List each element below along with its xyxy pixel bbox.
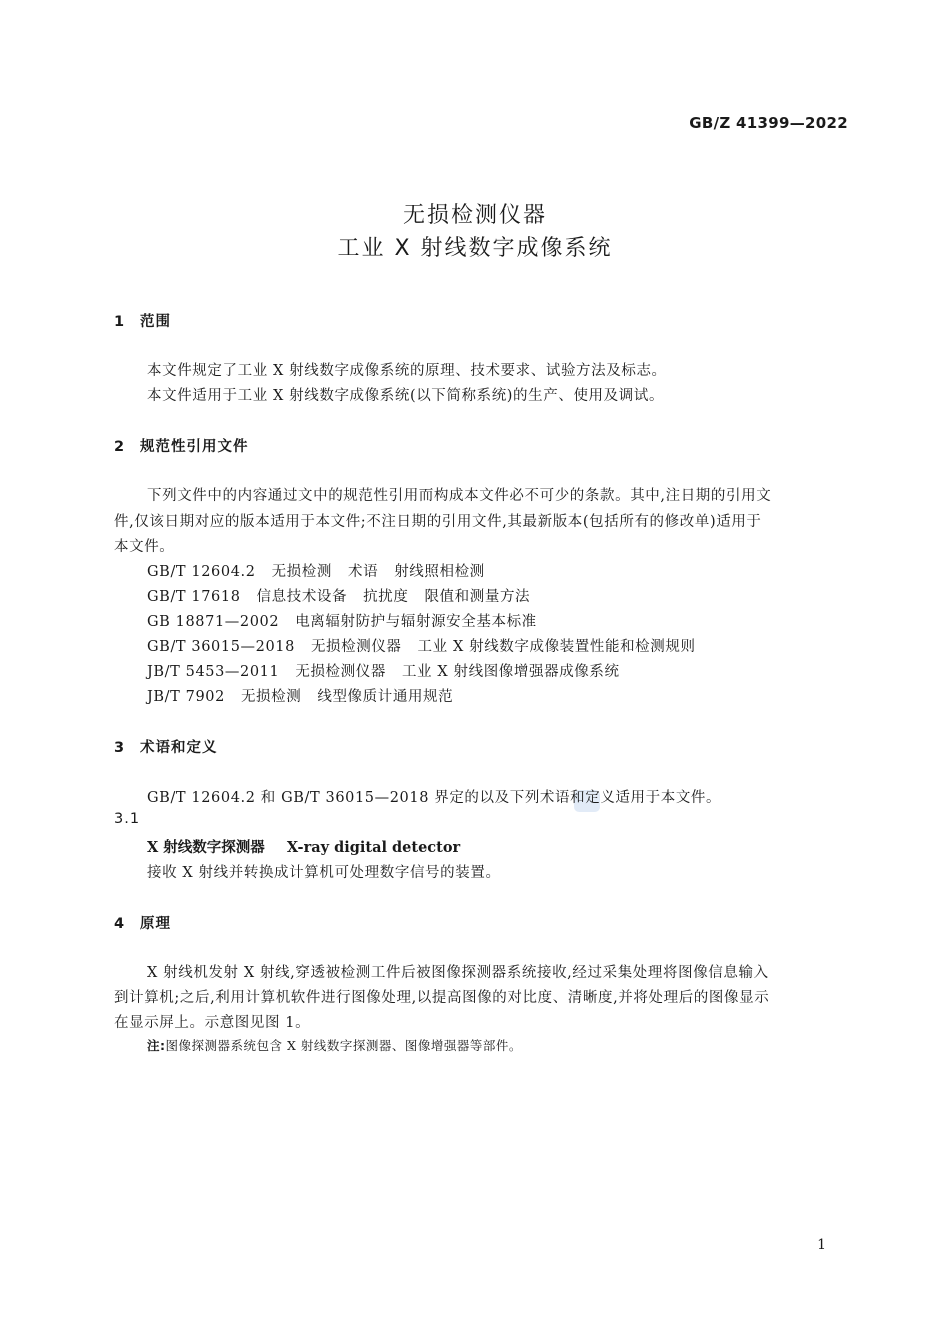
- references-intro-line: 下列文件中的内容通过文中的规范性引用而构成本文件必不可少的条款。其中,注日期的引用文: [147, 488, 772, 504]
- reference-title-part: 抗扰度: [363, 589, 409, 605]
- section-number: 3: [114, 740, 126, 756]
- section-3-heading: [114, 736, 218, 757]
- reference-title-part: 无损检测仪器: [310, 639, 402, 655]
- principle-line: 到计算机;之后,利用计算机软件进行图像处理,以提高图像的对比度、清晰度,并将处理后的图像显示: [114, 990, 770, 1006]
- term-name-cn: X 射线数字探测器: [147, 839, 265, 856]
- reference-title-part: 电离辐射防护与辐射源安全基本标准: [295, 614, 537, 630]
- scope-paragraph: 本文件适用于工业 X 射线数字成像系统(以下简称系统)的生产、使用及调试。: [147, 388, 665, 404]
- reference-item: [147, 585, 530, 606]
- reference-code: GB/T 17618: [147, 589, 241, 605]
- term-definition: 接收 X 射线并转换成计算机可处理数字信号的装置。: [147, 865, 501, 881]
- section-4-heading: [114, 912, 171, 933]
- reference-item: [147, 660, 620, 681]
- reference-code: JB/T 5453—2011: [147, 664, 280, 680]
- reference-title-part: 无损检测: [271, 564, 332, 580]
- reference-code: GB/T 12604.2: [147, 564, 256, 580]
- document-title-line1: 无损检测仪器: [402, 203, 547, 228]
- section-number: 1: [114, 314, 126, 330]
- reference-title-part: 限值和测量方法: [424, 589, 531, 605]
- principle-line: 在显示屏上。示意图见图 1。: [114, 1015, 311, 1031]
- section-title: 规范性引用文件: [140, 439, 249, 455]
- note-text: 图像探测器系统包含 X 射线数字探测器、图像增强器等部件。: [165, 1038, 522, 1053]
- references-intro-line: 本文件。: [114, 539, 175, 555]
- reference-title-part: 信息技术设备: [256, 589, 348, 605]
- term-name: [147, 836, 460, 857]
- section-title: 术语和定义: [140, 740, 218, 756]
- reference-item: [147, 610, 537, 631]
- section-2-heading: [114, 435, 249, 456]
- reference-code: GB/T 36015—2018: [147, 639, 295, 655]
- reference-title-part: 工业 X 射线图像增强器成像系统: [401, 664, 620, 680]
- reference-title-part: 射线照相检测: [394, 564, 485, 580]
- reference-title-part: 无损检测仪器: [295, 664, 386, 680]
- reference-code: GB 18871—2002: [147, 614, 280, 630]
- reference-title-part: 术语: [347, 564, 379, 580]
- section-title: 范围: [140, 314, 171, 330]
- reference-item: [147, 685, 453, 706]
- section-1-heading: [114, 310, 171, 331]
- term-number: 3.1: [114, 811, 141, 827]
- section-number: 4: [114, 916, 126, 932]
- references-intro-line: 件,仅该日期对应的版本适用于本文件;不注日期的引用文件,其最新版本(包括所有的修改单)适用于: [114, 514, 762, 530]
- reference-item: [147, 560, 485, 581]
- reference-title-part: 工业 X 射线数字成像装置性能和检测规则: [417, 639, 696, 655]
- term-name-en: X-ray digital detector: [286, 839, 461, 856]
- section-number: 2: [114, 439, 126, 455]
- reference-title-part: 无损检测: [240, 689, 302, 705]
- standard-code: GB/Z 41399—2022: [689, 114, 848, 132]
- section-title: 原理: [140, 916, 171, 932]
- principle-line: X 射线机发射 X 射线,穿透被检测工件后被图像探测器系统接收,经过采集处理将图像信息输入: [147, 965, 769, 981]
- terms-intro: GB/T 12604.2 和 GB/T 36015—2018 界定的以及下列术语和定义适用于本文件。: [147, 790, 722, 806]
- document-title-line2: 工业 X 射线数字成像系统: [337, 236, 613, 261]
- reference-item: [147, 635, 696, 656]
- scope-paragraph: 本文件规定了工业 X 射线数字成像系统的原理、技术要求、试验方法及标志。: [147, 363, 667, 379]
- note: [147, 1036, 522, 1054]
- reference-code: JB/T 7902: [147, 689, 225, 705]
- reference-title-part: 线型像质计通用规范: [317, 689, 454, 705]
- note-label: 注:: [147, 1038, 166, 1053]
- page-number: 1: [817, 1237, 826, 1253]
